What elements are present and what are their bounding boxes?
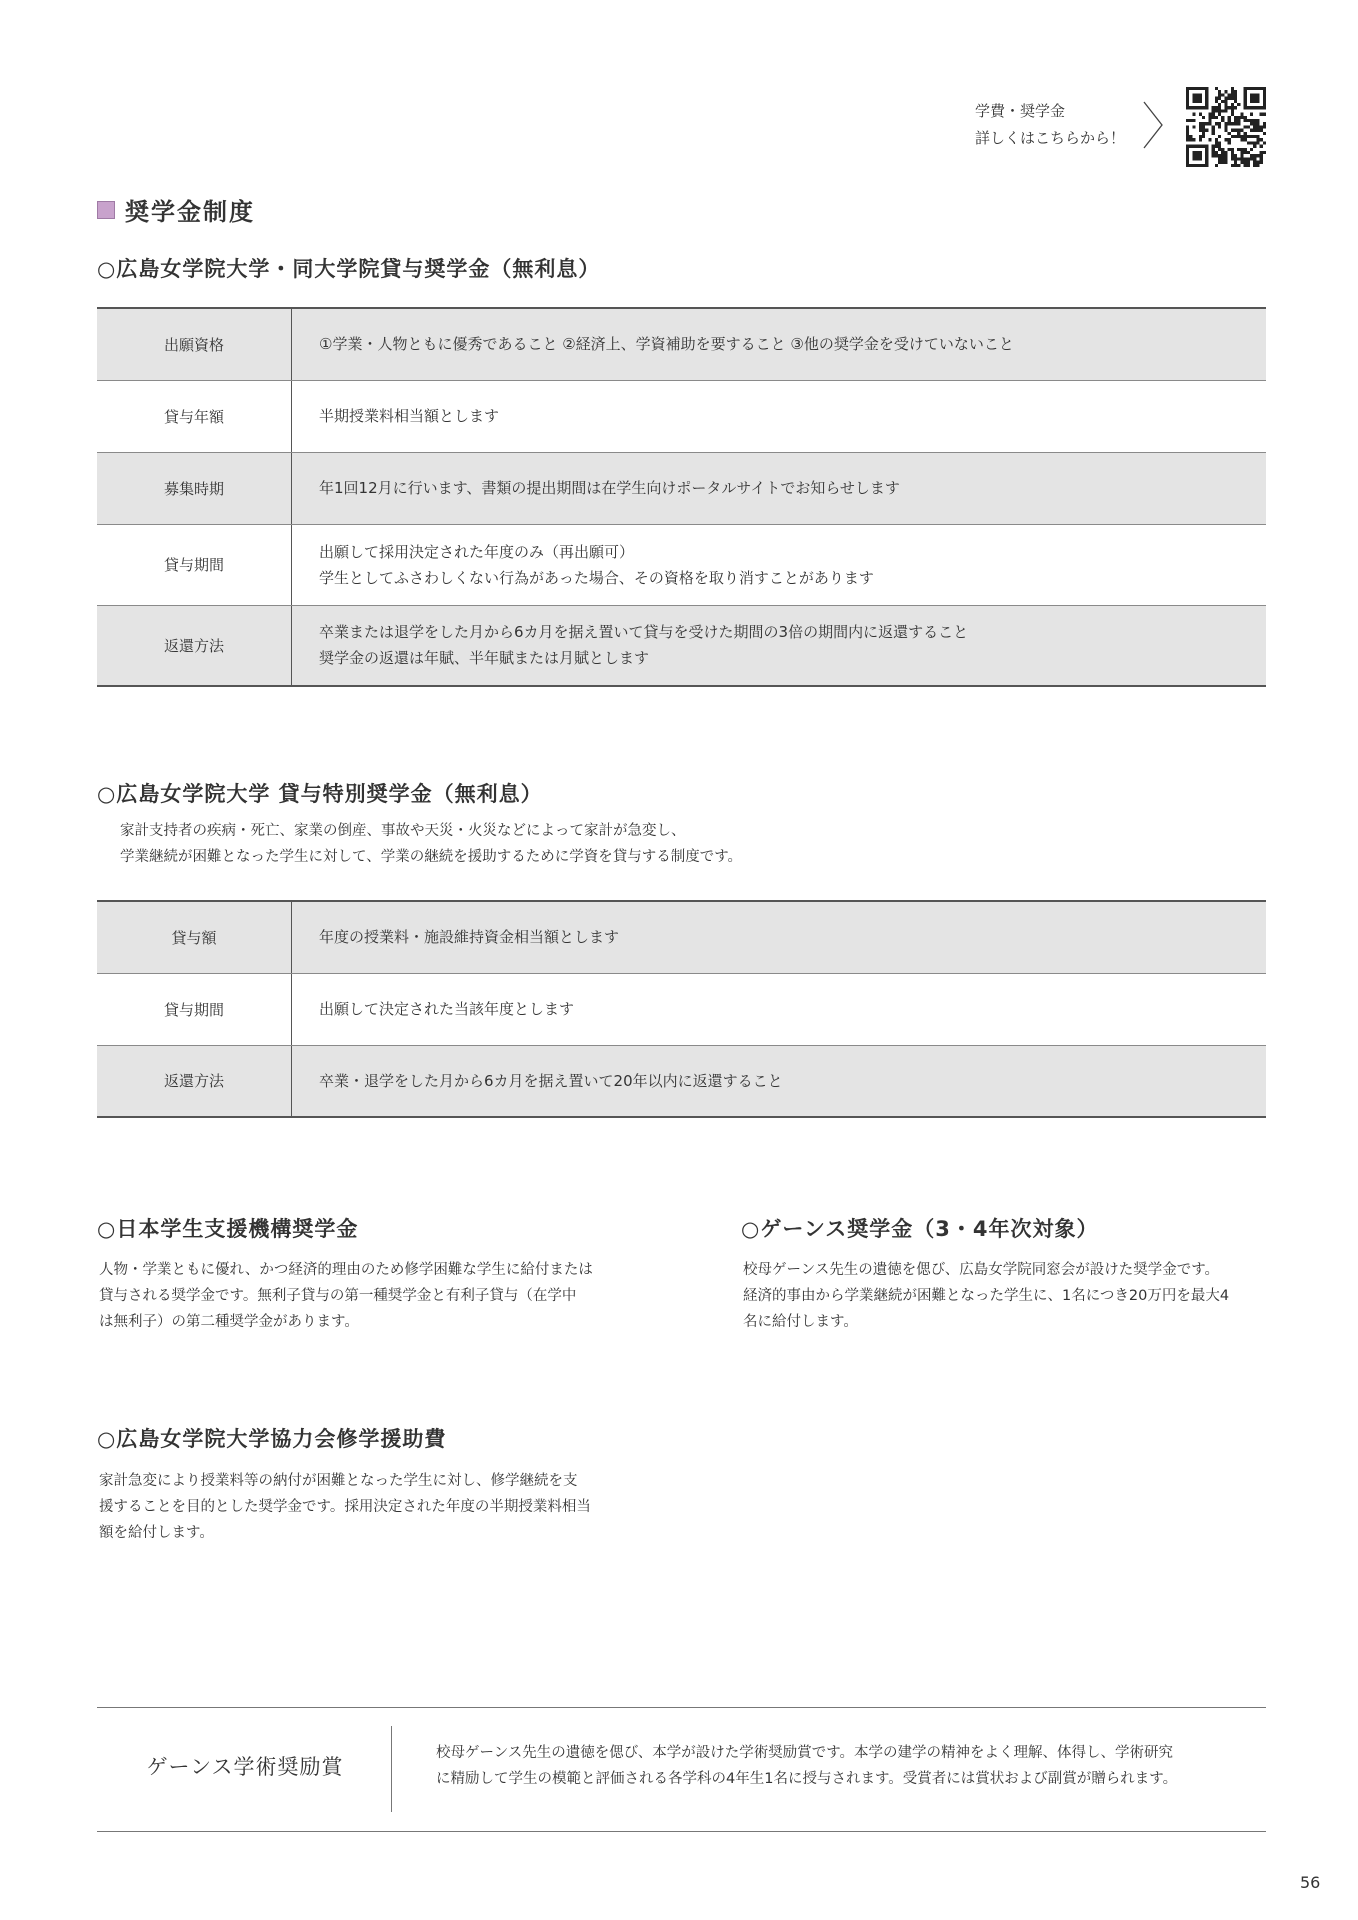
kyoryoku-description-line: 援することを目的とした奨学金です。採用決定された年度の半期授業料相当 [99,1499,591,1515]
section-title [97,192,255,227]
row-label: 出願資格 [97,308,292,380]
loan2-description-line: 学業継続が困難となった学生に対して、学業の継続を援助するために学資を貸与する制度です。 [120,849,743,865]
gaines-title: ○ゲーンス奨学金（3・4年次対象） [741,1217,1099,1241]
chevron-right-icon [1141,100,1165,150]
table-row [97,380,1266,452]
row-label: 募集時期 [97,452,292,524]
row-value [292,605,1267,686]
loan2-table [97,900,1266,1118]
loan2-title: ○広島女学院大学 貸与特別奨学金（無利息） [97,782,543,806]
row-value-line: 年1回12月に行います、書類の提出期間は在学生向けポータルサイトでお知らせします [319,479,900,497]
row-value [292,524,1267,605]
page-number: 56 [1300,1873,1321,1892]
award-top-rule [97,1707,1266,1708]
row-value-line: 卒業・退学をした月から6カ月を据え置いて20年以内に返還すること [319,1071,783,1090]
row-value [292,452,1267,524]
row-label: 貸与期間 [97,973,292,1045]
row-value-line: 半期授業料相当額とします [319,407,500,425]
table-row [97,901,1266,973]
jasso-description [99,1257,593,1335]
jasso-description-line: は無利子）の第二種奨学金があります。 [99,1314,359,1330]
row-value-line: ①学業・人物ともに優秀であること ②経済上、学資補助を要すること ③他の奨学金を受けていないこと [319,335,1014,354]
section-title-text: 奨学金制度 [125,198,255,226]
loan2-description-line: 家計支持者の疾病・死亡、家業の倒産、事故や天災・火災などによって家計が急変し、 [120,823,686,839]
kyoryoku-description [99,1468,591,1546]
qr-link-line1: 学費・奨学金 [975,102,1066,120]
square-bullet-icon [97,201,115,219]
award-divider [391,1726,392,1812]
loan1-title: ○広島女学院大学・同大学院貸与奨学金（無利息） [97,257,601,281]
jasso-description-line: 貸与される奨学金です。無利子貸与の第一種奨学金と有利子貸与（在学中 [99,1288,577,1304]
qr-link-text[interactable] [975,98,1125,152]
gaines-description-line: 名に給付します。 [743,1314,858,1330]
row-value-line: 学生としてふさわしくない行為があった場合、その資格を取り消すことがあります [319,568,874,587]
table-row [97,605,1266,686]
gaines-description-line: 校母ゲーンス先生の遺徳を偲び、広島女学院同窓会が設けた奨学金です。 [743,1262,1220,1278]
gaines-description [743,1257,1229,1335]
table-row [97,308,1266,380]
row-label: 貸与期間 [97,524,292,605]
award-description [436,1740,1177,1792]
jasso-title: ○日本学生支援機構奨学金 [97,1217,359,1241]
row-label: 返還方法 [97,605,292,686]
table-row [97,1045,1266,1117]
loan2-description [120,818,742,870]
row-label: 貸与額 [97,901,292,973]
kyoryoku-description-line: 家計急変により授業料等の納付が困難となった学生に対し、修学継続を支 [99,1473,578,1489]
qr-link-line2: 詳しくはこちらから！ [975,129,1126,147]
row-value-line: 卒業または退学をした月から6カ月を据え置いて貸与を受けた期間の3倍の期間内に返還すること [319,623,969,642]
row-value [292,1045,1267,1117]
table-row [97,452,1266,524]
row-value-line: 奨学金の返還は年賦、半年賦または月賦とします [319,649,650,668]
kyoryoku-description-line: 額を給付します。 [99,1525,214,1541]
table-row [97,973,1266,1045]
qr-code-icon[interactable] [1186,87,1266,167]
award-description-line: に精励して学生の模範と評価される各学科の4年生1名に授与されます。受賞者には賞状および副賞が贈られます。 [436,1771,1178,1787]
jasso-description-line: 人物・学業ともに優れ、かつ経済的理由のため修学困難な学生に給付または [99,1262,593,1278]
row-label: 返還方法 [97,1045,292,1117]
row-value [292,308,1267,380]
award-bottom-rule [97,1831,1266,1832]
loan1-table [97,307,1266,687]
row-value [292,973,1267,1045]
row-value-line: 年度の授業料・施設維持資金相当額とします [319,928,620,947]
row-value-line: 出願して採用決定された年度のみ（再出願可） [319,542,635,561]
table-row [97,524,1266,605]
row-value [292,380,1267,452]
gaines-description-line: 経済的事由から学業継続が困難となった学生に、1名につき20万円を最大4 [743,1288,1230,1304]
kyoryoku-title: ○広島女学院大学協力会修学援助費 [97,1427,447,1451]
row-label: 貸与年額 [97,380,292,452]
row-value-line: 出願して決定された当該年度とします [319,1000,575,1018]
award-title: ゲーンス学術奨励賞 [146,1755,344,1779]
row-value [292,901,1267,973]
award-description-line: 校母ゲーンス先生の遺徳を偲び、本学が設けた学術奨励賞です。本学の建学の精神をよく理解、体得し、学術研究 [436,1745,1174,1761]
